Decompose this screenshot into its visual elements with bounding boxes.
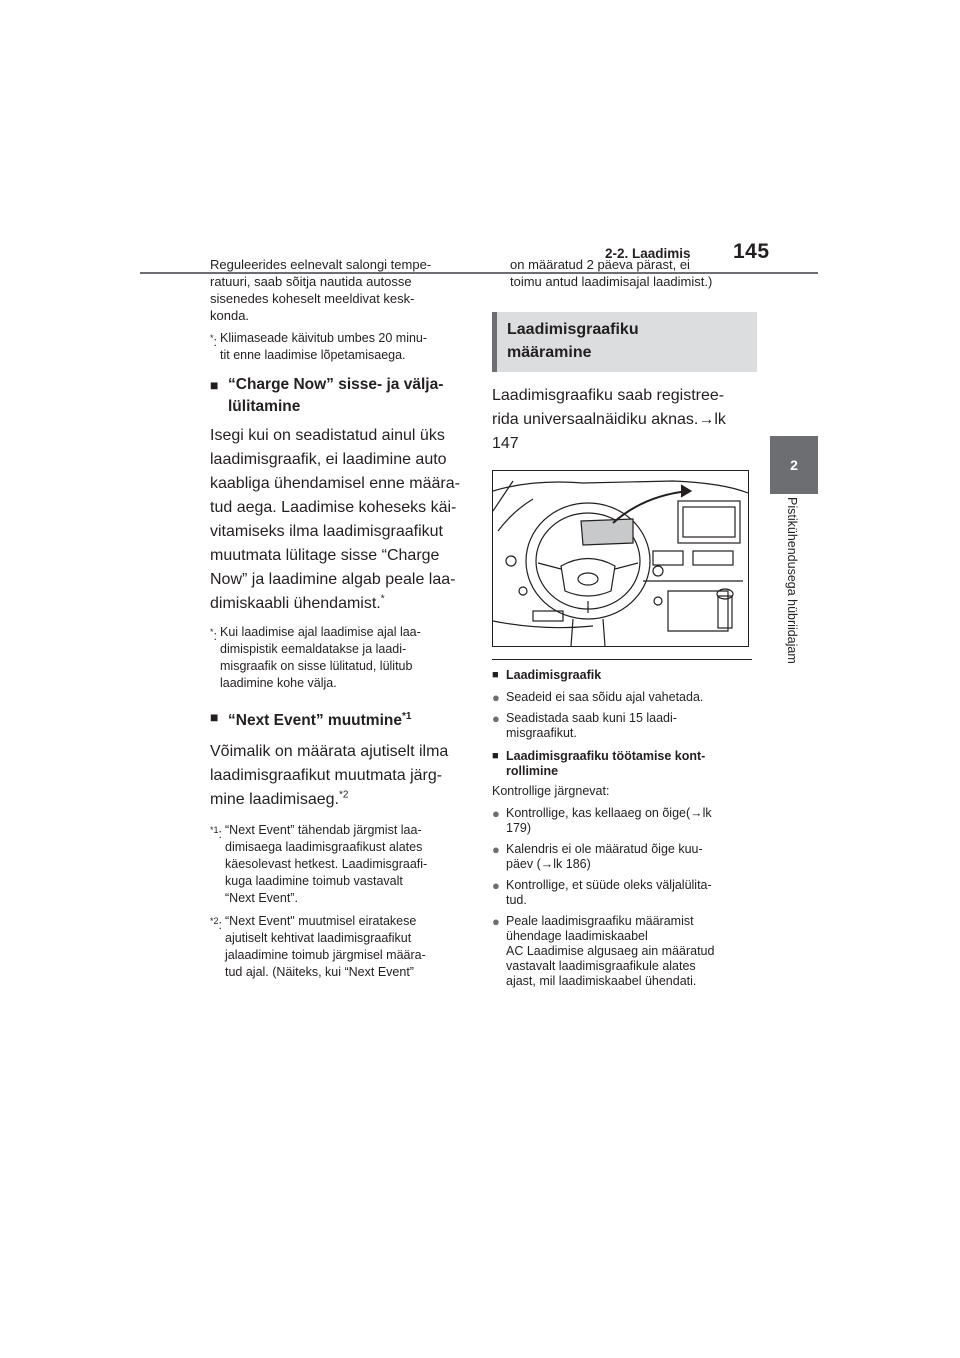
body-line: dimiskaabli ühendamist.* <box>210 593 385 612</box>
footnote-line: Kui laadimise ajal laadimise ajal laa- <box>220 625 421 639</box>
intro-line: ratuuri, saab sõitja nautida autosse <box>210 274 412 289</box>
footnote-mark: *1 <box>210 825 219 836</box>
list-line: Seadistada saab kuni 15 laadi- <box>506 711 677 725</box>
footnote-ref: * <box>380 593 385 605</box>
section-title: 2-2. Laadimis <box>605 246 691 261</box>
steering-wheel-drawing <box>493 471 748 646</box>
footnote-line: kuga laadimine toimub vastavalt <box>225 874 403 889</box>
section-heading-box <box>492 312 757 372</box>
footnote-line: jalaadimine toimub järgmisel määra- <box>225 948 426 963</box>
footnote-line: tud ajal. (Näiteks, kui “Next Event” <box>225 965 414 980</box>
body-line: toimu antud laadimisajal laadimist.) <box>510 274 713 289</box>
list-line: ajast, mil laadimiskaabel ühendati. <box>506 974 697 988</box>
list-line: ühendage laadimiskaabel <box>506 929 648 943</box>
footnote-line: dimisaega laadimisgraafikust alates <box>225 840 423 855</box>
list-item <box>492 690 752 705</box>
intro-line: konda. <box>210 308 250 323</box>
heading-next-event <box>210 706 468 732</box>
list-line: Kontrollige, kas kellaaeg on õige(→lk <box>506 806 712 820</box>
footnote-mark: * <box>210 627 214 637</box>
heading-charge-now <box>210 374 468 418</box>
intro-line: Reguleerides eelnevalt salongi tempe- <box>210 257 432 272</box>
footnote-line: laadimine kohe välja. <box>220 676 337 690</box>
footnote-ref: *2 <box>338 789 349 801</box>
body-line: Isegi kui on seadistatud ainul üks <box>210 427 445 444</box>
list-item <box>492 711 752 741</box>
list-item <box>492 842 752 872</box>
footnote-line: käesolevast hetkest. Laadimisgraafi- <box>225 857 428 872</box>
charge-now-body <box>210 424 468 616</box>
list-line: Kontrollige, et süüde oleks väljalülita- <box>506 878 712 892</box>
body-line: laadimisgraafikut muutmata järg- <box>210 767 443 785</box>
body-line: Võimalik on määrata ajutiselt ilma <box>210 743 449 761</box>
right-column <box>492 256 752 989</box>
heading-line: “Charge Now” sisse- ja välja- <box>228 376 444 393</box>
page-number: 145 <box>733 240 770 263</box>
continued-text <box>492 256 752 290</box>
body-line: on määratud 2 päeva pärast, ei <box>510 257 690 272</box>
list-line: AC Laadimise algusaeg ain määratud <box>506 944 715 958</box>
bullet-icon: ● <box>492 711 500 726</box>
section-heading-line: määramine <box>507 344 592 361</box>
schedule-body <box>492 384 752 456</box>
footnote-line: Kliimaseade käivitub umbes 20 minu- <box>220 331 428 345</box>
footnote-ref: *1 <box>401 711 412 722</box>
footnote-mark: * <box>210 333 214 343</box>
steering-wheel-illustration <box>492 470 749 647</box>
list-item <box>492 878 752 908</box>
body-line: kaabliga ühendamisel enne määra- <box>210 475 460 492</box>
footnote-line: “Next Event" muutmisel eiratakese <box>225 914 417 929</box>
body-line: tud aega. Laadimise koheseks käi- <box>210 499 457 516</box>
intro-line: sisenedes koheselt meeldivat kesk- <box>210 291 415 306</box>
list-heading-text: Laadimisgraafik <box>506 668 602 682</box>
intro-paragraph <box>210 256 468 324</box>
chapter-tab <box>770 436 818 494</box>
chapter-number: 2 <box>790 457 798 473</box>
section-heading-line: Laadimisgraafiku <box>507 321 639 338</box>
left-column <box>210 256 468 981</box>
list-line: Peale laadimisgraafiku määramist <box>506 914 694 928</box>
list-heading-line: Laadimisgraafiku töötamise kont- <box>506 749 706 763</box>
bullet-icon: ● <box>492 842 500 857</box>
body-line: laadimisgraafik, ei laadimine auto <box>210 451 447 468</box>
list-heading-schedule <box>492 668 752 683</box>
footnote-line: “Next Event” tähendab järgmist laa- <box>225 823 422 838</box>
footnote-line: tit enne laadimise lõpetamisaega. <box>220 348 406 362</box>
footnote-3: $^{*1}$: “Next Event” tähendab järgmist laa- dimisaega laadimisgraafikust alates käesolevast hetkest. Laadimisgraafi- kuga laadimine toimub vastavalt “Next Event”. <box>210 823 428 906</box>
body-line: muutmata lülitage sisse “Charge <box>210 547 440 564</box>
chapter-label: Pistikühendusega hübriidajam <box>785 497 799 664</box>
list-item <box>492 806 752 836</box>
square-bullet-icon: ■ <box>492 750 499 762</box>
list-line: misgraafikut. <box>506 726 577 740</box>
next-event-body <box>210 740 468 812</box>
list-line: tud. <box>506 893 527 907</box>
body-line: 147 <box>492 435 519 452</box>
footnote-4: $^{*2}$: “Next Event" muutmisel eiratakese ajutiselt kehtivat laadimisgraafikut jalaadimine toimub järgmisel määra- tud ajal. (Näiteks, kui “Next Event” <box>210 914 426 980</box>
heading-text: “Next Event” muutmine <box>228 712 402 730</box>
list-divider <box>492 659 752 660</box>
square-bullet-icon: ■ <box>210 709 219 725</box>
footnote-line: misgraafik on sisse lülitatud, lülitub <box>220 659 413 673</box>
list-line: vastavalt laadimisgraafikule alates <box>506 959 696 973</box>
footnote-line: “Next Event”. <box>225 891 298 906</box>
list-item <box>492 914 752 989</box>
square-bullet-icon: ■ <box>492 669 499 681</box>
footnote-line: ajutiselt kehtivat laadimisgraafikut <box>225 931 412 946</box>
chapter-label-wrap <box>782 497 802 710</box>
footnote-line: dimispistik eemaldatakse ja laadi- <box>220 642 407 656</box>
bullet-icon: ● <box>492 806 500 821</box>
body-line: Laadimisgraafiku saab registree- <box>492 387 725 404</box>
list-line: päev (→lk 186) <box>506 857 591 871</box>
body-line: rida universaalnäidiku aknas.→lk <box>492 411 726 428</box>
body-line: mine laadimisaeg.$^{*2}$ <box>210 789 349 809</box>
list-line: Seadeid ei saa sõidu ajal vahetada. <box>506 690 704 704</box>
list-heading-line: rollimine <box>506 764 559 778</box>
heading-line: lülitamine <box>228 398 301 415</box>
check-intro: Kontrollige järgnevat: <box>492 784 610 798</box>
bullet-icon: ● <box>492 690 500 705</box>
body-line: vitamiseks ilma laadimisgraafikut <box>210 523 443 540</box>
list-line: 179) <box>506 821 532 835</box>
bullet-icon: ● <box>492 914 500 929</box>
body-line: Now” ja laadimine algab peale laa- <box>210 571 456 588</box>
footnote-mark: *2 <box>210 916 219 927</box>
square-bullet-icon: ■ <box>210 377 219 393</box>
footnote-1: *: Kliimaseade käivitub umbes 20 minu- tit enne laadimise lõpetamisaega. <box>210 331 428 362</box>
list-line: Kalendris ei ole määratud õige kuu- <box>506 842 703 856</box>
bullet-icon: ● <box>492 878 500 893</box>
footnote-2: *: Kui laadimise ajal laadimise ajal laa- dimispistik eemaldatakse ja laadi- misgraafik on sisse lülitatud, lülitub laadimine kohe välja. <box>210 625 421 690</box>
list-heading-check <box>492 749 752 779</box>
